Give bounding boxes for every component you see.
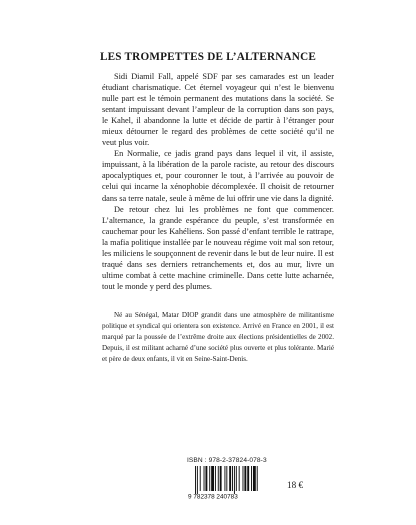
barcode-bar — [209, 466, 210, 491]
synopsis-paragraph-1: Sidi Diamil Fall, appelé SDF par ses camarades est un leader étudiant charismatique. Cet éternel voyageur qui n’est le bienvenu nulle part est le témoin permanent des mutations dans la société. Se sentant impuissant devant l’ampleur de la corruption dans son pays, le Kahel, il abandonne la lutte et décide de partir à l’étranger pour mieux détourner le regard des problèmes de cette société qu’il ne veut plus voir. — [102, 72, 334, 148]
synopsis — [102, 71, 334, 292]
author-bio — [102, 310, 334, 365]
barcode-bar — [197, 466, 198, 494]
barcode-bar — [247, 466, 249, 491]
barcode-bar — [226, 466, 227, 491]
barcode-bar — [204, 466, 205, 491]
barcode-bar — [253, 466, 256, 491]
barcode-bar — [195, 466, 196, 494]
barcode-bar — [234, 466, 235, 494]
isbn-label: ISBN : 978-2-37824-078-3 — [187, 457, 267, 464]
barcode-bar — [200, 466, 201, 491]
barcode-digits: 9 782378 240783 — [188, 493, 238, 500]
barcode-bar — [244, 466, 246, 491]
barcode-bar — [243, 466, 244, 491]
barcode-bar — [232, 466, 233, 491]
barcode-bar — [218, 466, 219, 491]
barcode-bar — [257, 466, 258, 491]
author-bio-text: Né au Sénégal, Matar DIOP grandit dans une atmosphère de militantisme politique et syndical qui orientera son existence. Arrivé en France en 2001, il est marqué par la poussée de l’extrême droite aux élections présidentielles de 2002. Depuis, il est militant acharné d’une société plus ouverte et plus tolérante. Marié et père de deux enfants, il vit en Seine-Saint-Denis. — [102, 311, 334, 363]
barcode-graphic — [187, 465, 259, 500]
barcode-bar — [220, 466, 222, 491]
barcode-image — [187, 465, 259, 500]
barcode-bar — [251, 466, 252, 491]
synopsis-paragraph-3: De retour chez lui les problèmes ne font que commencer. L’alternance, la grande espérance du peuple, s’est transformée en cauchemar pour les Kahéliens. Son passé d’enfant terrible le rattrape, la mafia politique installée par le nouveau régime voit mal son retour, les miliciens le soupçonnent de revenir dans le but de leur nuire. Il est traqué dans ses derniers retranchements et, dos au mur, livre un ultime combat à cette machine criminelle. Dans cette lutte acharnée, tout le monde y perd des plumes. — [102, 204, 334, 291]
synopsis-paragraph-2: En Normalie, ce jadis grand pays dans lequel il vit, il assiste, impuissant, à la libération de la parole raciste, au retour des discours apocalyptiques et, pour couronner le tout, à l’arrivée au pouvoir de celui qui incarne la xénophobie décomplexée. Il choisit de retourner dans sa terre natale, seule à même de lui offrir une vie dans la dignité. — [102, 149, 334, 203]
barcode-bar — [224, 466, 225, 491]
book-title: LES TROMPETTES DE L’ALTERNANCE — [99, 51, 317, 63]
barcode-bar — [215, 466, 216, 491]
price-label: 18 € — [287, 480, 304, 490]
barcode-bar — [211, 466, 214, 491]
barcode-bar — [229, 466, 231, 491]
barcode-bar — [236, 466, 237, 491]
barcode-bar — [205, 466, 207, 491]
barcode-bar — [239, 466, 240, 491]
